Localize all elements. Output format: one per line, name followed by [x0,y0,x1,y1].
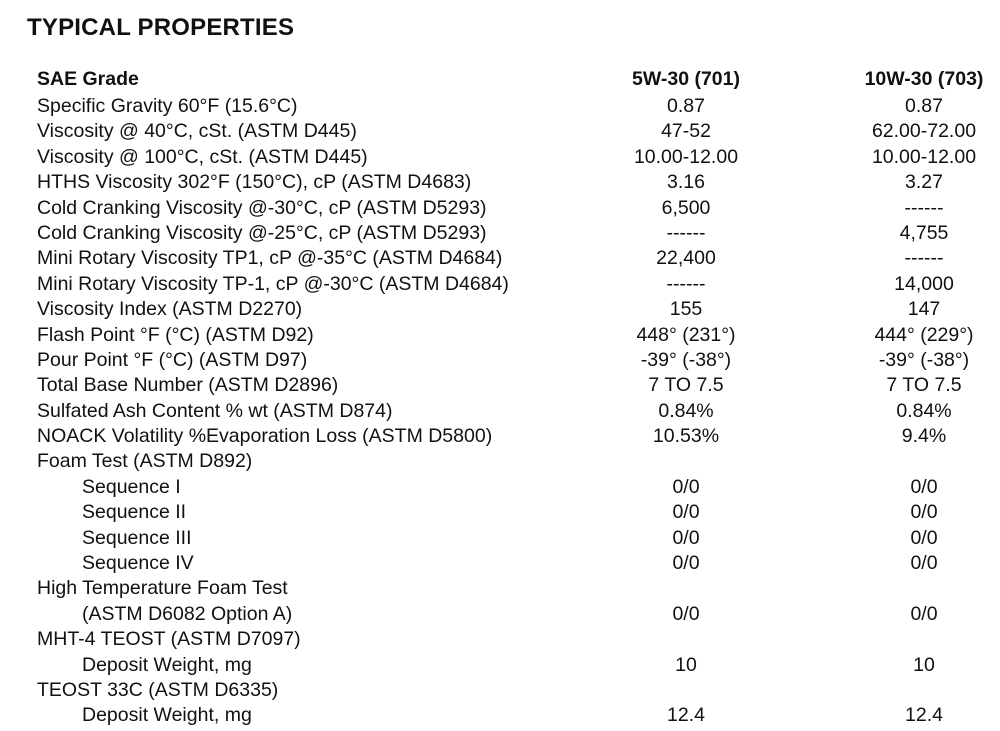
value-5w30: 0/0 [672,526,700,549]
value-10w30: 0/0 [910,526,938,549]
table-row [0,653,1000,678]
property-label: Total Base Number (ASTM D2896) [37,374,339,397]
value-5w30: ------ [666,221,706,244]
value-10w30: 12.4 [905,704,943,727]
table-row [0,145,1000,170]
value-5w30: 10.53% [652,425,720,448]
value-5w30: ------ [666,272,706,295]
value-10w30: 0.84% [896,399,952,422]
table-row [0,94,1000,119]
table-row [0,449,1000,474]
table-row [0,526,1000,551]
value-10w30: 4,755 [899,221,949,244]
header-sae-grade: SAE Grade [37,68,139,90]
table-row [0,602,1000,627]
property-label: (ASTM D6082 Option A) [82,602,293,625]
value-5w30: 12.4 [667,704,705,727]
table-row [0,170,1000,195]
value-10w30: 444° (229°) [874,323,974,346]
value-5w30: 0.87 [667,95,705,117]
table-row [0,576,1000,601]
value-5w30: 7 TO 7.5 [648,374,724,397]
table-row [0,627,1000,652]
value-5w30: -39° (-38°) [640,348,732,371]
property-label: MHT-4 TEOST (ASTM D7097) [37,628,301,651]
property-label: Mini Rotary Viscosity TP1, cP @-35°C (ASTM D4684) [37,247,503,270]
header-col-10w30: 10W-30 (703) [864,68,984,90]
property-label: Cold Cranking Viscosity @-25°C, cP (ASTM D5293) [37,221,487,244]
table-row [0,196,1000,221]
value-10w30: 62.00-72.00 [871,120,977,143]
header-col-5w30: 5W-30 (701) [632,68,740,90]
property-label: High Temperature Foam Test [37,577,288,600]
property-label: Pour Point °F (°C) (ASTM D97) [37,348,308,371]
value-5w30: 0/0 [672,552,700,575]
value-10w30: 10 [913,653,935,676]
value-10w30: 0/0 [910,501,938,524]
table-row [0,373,1000,398]
property-label: NOACK Volatility %Evaporation Loss (ASTM D5800) [37,425,493,448]
value-10w30: ------ [904,247,944,270]
property-label: Mini Rotary Viscosity TP-1, cP @-30°C (ASTM D4684) [37,272,509,295]
properties-table [0,67,1000,729]
table-row [0,399,1000,424]
property-label: TEOST 33C (ASTM D6335) [37,678,279,701]
value-5w30: 10 [675,653,697,676]
value-10w30: 7 TO 7.5 [886,374,962,397]
table-row [0,424,1000,449]
value-10w30: 9.4% [901,425,947,448]
property-label: Viscosity @ 40°C, cSt. (ASTM D445) [37,120,357,143]
value-10w30: 0/0 [910,552,938,575]
value-5w30: 0/0 [672,602,700,625]
property-label: Sequence II [82,501,187,524]
value-5w30: 0/0 [672,501,700,524]
property-label: Specific Gravity 60°F (15.6°C) [37,95,298,117]
value-5w30: 448° (231°) [636,323,736,346]
page-title: TYPICAL PROPERTIES [27,14,295,41]
value-10w30: -39° (-38°) [878,348,970,371]
table-row [0,348,1000,373]
property-label: Deposit Weight, mg [82,653,252,676]
table-row [0,323,1000,348]
table-row [0,475,1000,500]
value-10w30: 0.87 [905,95,943,117]
value-5w30: 22,400 [656,247,716,270]
table-row [0,246,1000,271]
table-row [0,551,1000,576]
table-row [0,272,1000,297]
property-label: Viscosity Index (ASTM D2270) [37,298,303,321]
table-row [0,119,1000,144]
table-header-row [0,67,1000,94]
property-label: Foam Test (ASTM D892) [37,450,253,473]
value-5w30: 0/0 [672,475,700,498]
table-row [0,221,1000,246]
property-label: Flash Point °F (°C) (ASTM D92) [37,323,314,346]
value-10w30: 147 [907,298,941,321]
property-label: Sequence III [82,526,192,549]
value-10w30: 0/0 [910,475,938,498]
property-label: Viscosity @ 100°C, cSt. (ASTM D445) [37,145,368,168]
property-label: Sequence I [82,475,181,498]
value-5w30: 155 [669,298,703,321]
value-10w30: 3.27 [905,171,943,194]
value-5w30: 0.84% [658,399,714,422]
table-row [0,703,1000,728]
value-5w30: 3.16 [667,171,705,194]
value-10w30: 0/0 [910,602,938,625]
value-5w30: 10.00-12.00 [633,145,739,168]
property-label: Deposit Weight, mg [82,704,252,727]
property-label: Sequence IV [82,552,194,575]
table-row [0,678,1000,703]
value-5w30: 47-52 [661,120,711,143]
value-10w30: 10.00-12.00 [871,145,977,168]
value-10w30: ------ [904,196,944,219]
value-5w30: 6,500 [661,196,711,219]
table-row [0,297,1000,322]
property-label: Cold Cranking Viscosity @-30°C, cP (ASTM D5293) [37,196,487,219]
property-label: HTHS Viscosity 302°F (150°C), cP (ASTM D4683) [37,171,472,194]
value-10w30: 14,000 [894,272,954,295]
table-row [0,500,1000,525]
property-label: Sulfated Ash Content % wt (ASTM D874) [37,399,393,422]
